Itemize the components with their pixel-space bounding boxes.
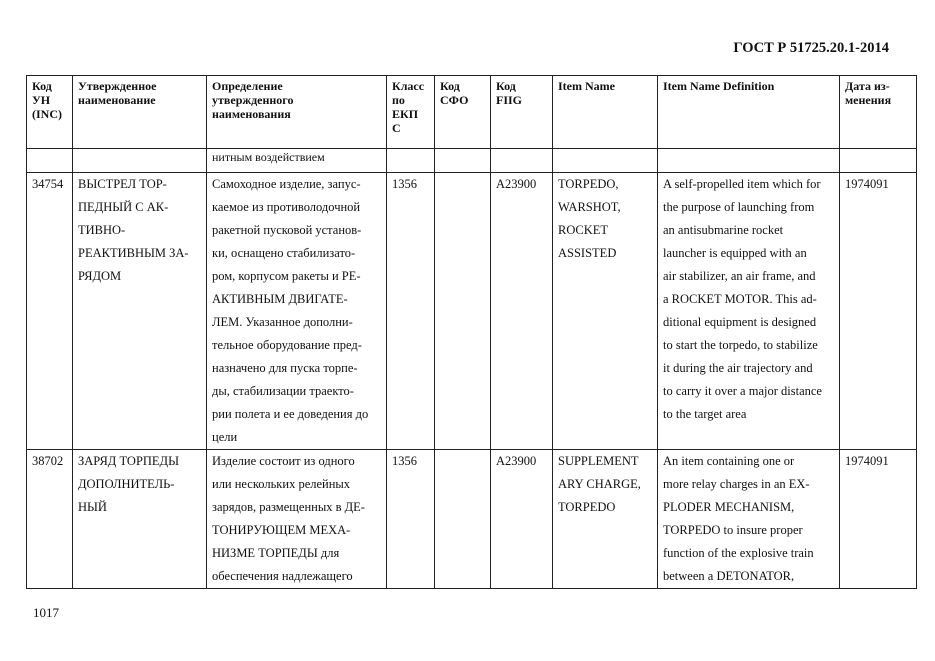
col-header-sfo: Код СФО (435, 76, 491, 149)
item-name-definition: A self-propelled item which for the purpose of launching from an antisubmarine rocket launcher is equipped with an air stabilizer, an air frame, and a ROCKET MOTOR. This ad- ditional equipment is designed to start the torpedo, to stabilize it during the air trajectory and to carry it over a major distance to the target area (658, 173, 840, 450)
table-row-continuation (27, 149, 917, 173)
col-header-definition: Определение утвержденного наименования (207, 76, 387, 149)
definition-continuation: нитным воздействием (207, 149, 387, 173)
table-row (27, 450, 917, 589)
col-header-approved-name: Утвержденное наименование (73, 76, 207, 149)
item-name: TORPEDO, WARSHOT, ROCKET ASSISTED (553, 173, 658, 450)
specification-table (26, 75, 917, 589)
item-name-definition: An item containing one or more relay charges in an EX- PLODER MECHANISM, TORPEDO to insure proper function of the explosive train between a DETONATOR, (658, 450, 840, 589)
col-header-item-name: Item Name (553, 76, 658, 149)
col-header-inc: Код УН (INC) (27, 76, 73, 149)
col-header-date: Дата из- менения (840, 76, 917, 149)
item-name: SUPPLEMENT ARY CHARGE, TORPEDO (553, 450, 658, 589)
approved-name-definition: Самоходное изделие, запус- каемое из противолодочной ракетной пусковой установ- ки, оснащено стабилизато- ром, корпусом ракеты и РЕ- АКТИВНЫМ ДВИГАТЕ- ЛЕМ. Указанное дополни- тельное оборудование пред- назначено для пуска торпе- ды, стабилизации траекто- рии полета и ее доведения до цели (207, 173, 387, 450)
page-number: 1017 (33, 605, 59, 620)
table-row (27, 173, 917, 450)
fiig-code: A23900 (491, 450, 553, 589)
change-date: 1974091 (840, 173, 917, 450)
inc-code: 34754 (27, 173, 73, 450)
sfo-code (435, 173, 491, 450)
document-code: ГОСТ Р 51725.20.1-2014 (733, 40, 889, 56)
change-date: 1974091 (840, 450, 917, 589)
table-header-row (27, 76, 917, 149)
class-code: 1356 (387, 450, 435, 589)
fiig-code: A23900 (491, 173, 553, 450)
col-header-fiig: Код FIIG (491, 76, 553, 149)
class-code: 1356 (387, 173, 435, 450)
col-header-item-definition: Item Name Definition (658, 76, 840, 149)
approved-name: ЗАРЯД ТОРПЕДЫ ДОПОЛНИТЕЛЬ- НЫЙ (73, 450, 207, 589)
col-header-class: Класс по ЕКП С (387, 76, 435, 149)
inc-code: 38702 (27, 450, 73, 589)
approved-name: ВЫСТРЕЛ ТОР- ПЕДНЫЙ С АК- ТИВНО- РЕАКТИВНЫМ ЗА- РЯДОМ (73, 173, 207, 450)
sfo-code (435, 450, 491, 589)
approved-name-definition: Изделие состоит из одного или нескольких релейных зарядов, размещенных в ДЕ- ТОНИРУЮЩЕМ МЕХА- НИЗМЕ ТОРПЕДЫ для обеспечения надлежащего (207, 450, 387, 589)
